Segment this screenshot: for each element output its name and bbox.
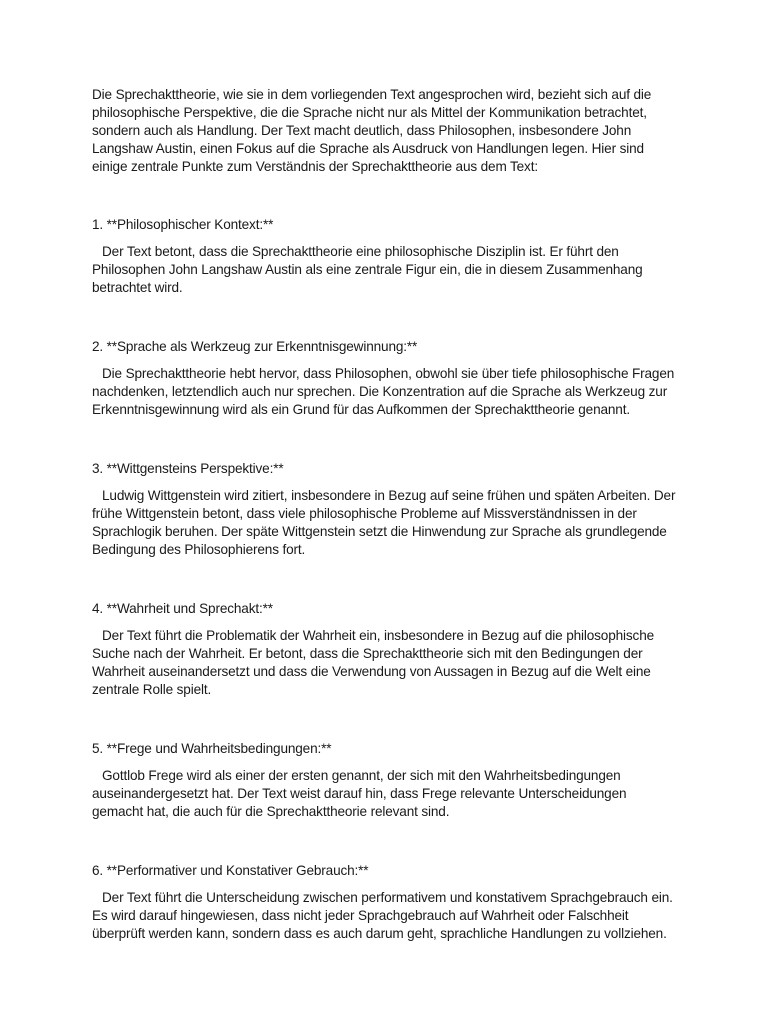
section-heading: 5. **Frege und Wahrheitsbedingungen:** [92, 741, 332, 756]
section-heading: 2. **Sprache als Werkzeug zur Erkenntnisgewinnung:** [92, 339, 418, 354]
section-heading: 3. **Wittgensteins Perspektive:** [92, 461, 284, 476]
section-performativer-und-konstativer-gebrauch [92, 862, 678, 943]
section-wahrheit-und-sprechakt [92, 600, 678, 699]
section-paragraph: Die Sprechakttheorie hebt hervor, dass Philosophen, obwohl sie über tiefe philosophische Fragen nachdenken, letztendlich auch nur sprechen. Die Konzentration auf die Sprache als Werkzeug zur Erkenntnisgewinnung wird als ein Grund für das Aufkommen der Sprechakttheorie genannt. [92, 366, 675, 417]
section-sprache-als-werkzeug [92, 338, 678, 419]
intro-paragraph: Die Sprechakttheorie, wie sie in dem vorliegenden Text angesprochen wird, bezieht sich auf die philosophische Perspektive, die die Sprache nicht nur als Mittel der Kommunikation betrachtet, sondern auch als Handlung. Der Text macht deutlich, dass Philosophen, insbesondere John Langshaw Austin, einen Fokus auf die Sprache als Ausdruck von Handlungen legen. Hier sind einige zentrale Punkte zum Verständnis der Sprechakttheorie aus dem Text: [92, 87, 652, 174]
section-wittgensteins-perspektive [92, 460, 678, 559]
section-paragraph: Gottlob Frege wird als einer der ersten genannt, der sich mit den Wahrheitsbedingungen auseinandergesetzt hat. Der Text weist darauf hin, dass Frege relevante Unterscheidungen gemacht hat, die auch für die Sprechakttheorie relevant sind. [92, 768, 627, 819]
section-paragraph: Der Text führt die Problematik der Wahrheit ein, insbesondere in Bezug auf die philosophische Suche nach der Wahrheit. Er betont, dass die Sprechakttheorie sich mit den Bedingungen der Wahrheit auseinandersetzt und dass die Verwendung von Aussagen in Bezug auf die Welt eine zentrale Rolle spielt. [92, 628, 655, 697]
section-heading: 6. **Performativer und Konstativer Gebrauch:** [92, 863, 369, 878]
document-page [92, 86, 678, 984]
section-paragraph: Der Text betont, dass die Sprechakttheorie eine philosophische Disziplin ist. Er führt den Philosophen John Langshaw Austin als eine zentrale Figur ein, die in diesem Zusammenhang betrachtet wird. [92, 244, 643, 295]
section-frege-und-wahrheitsbedingungen [92, 740, 678, 821]
section-philosophischer-kontext [92, 216, 678, 297]
section-heading: 1. **Philosophischer Kontext:** [92, 217, 274, 232]
section-heading: 4. **Wahrheit und Sprechakt:** [92, 601, 273, 616]
section-paragraph: Der Text führt die Unterscheidung zwischen performativem und konstativem Sprachgebrauch ein. Es wird darauf hingewiesen, dass nicht jeder Sprachgebrauch auf Wahrheit oder Falschheit überprüft werden kann, sondern dass es auch darum geht, sprachliche Handlungen zu vollziehen. [92, 890, 673, 941]
section-paragraph: Ludwig Wittgenstein wird zitiert, insbesondere in Bezug auf seine frühen und späten Arbeiten. Der frühe Wittgenstein betont, dass viele philosophische Probleme auf Missverständnissen in der Sprachlogik beruhen. Der späte Wittgenstein setzt die Hinwendung zur Sprache als grundlegende Bedingung des Philosophierens fort. [92, 488, 676, 557]
